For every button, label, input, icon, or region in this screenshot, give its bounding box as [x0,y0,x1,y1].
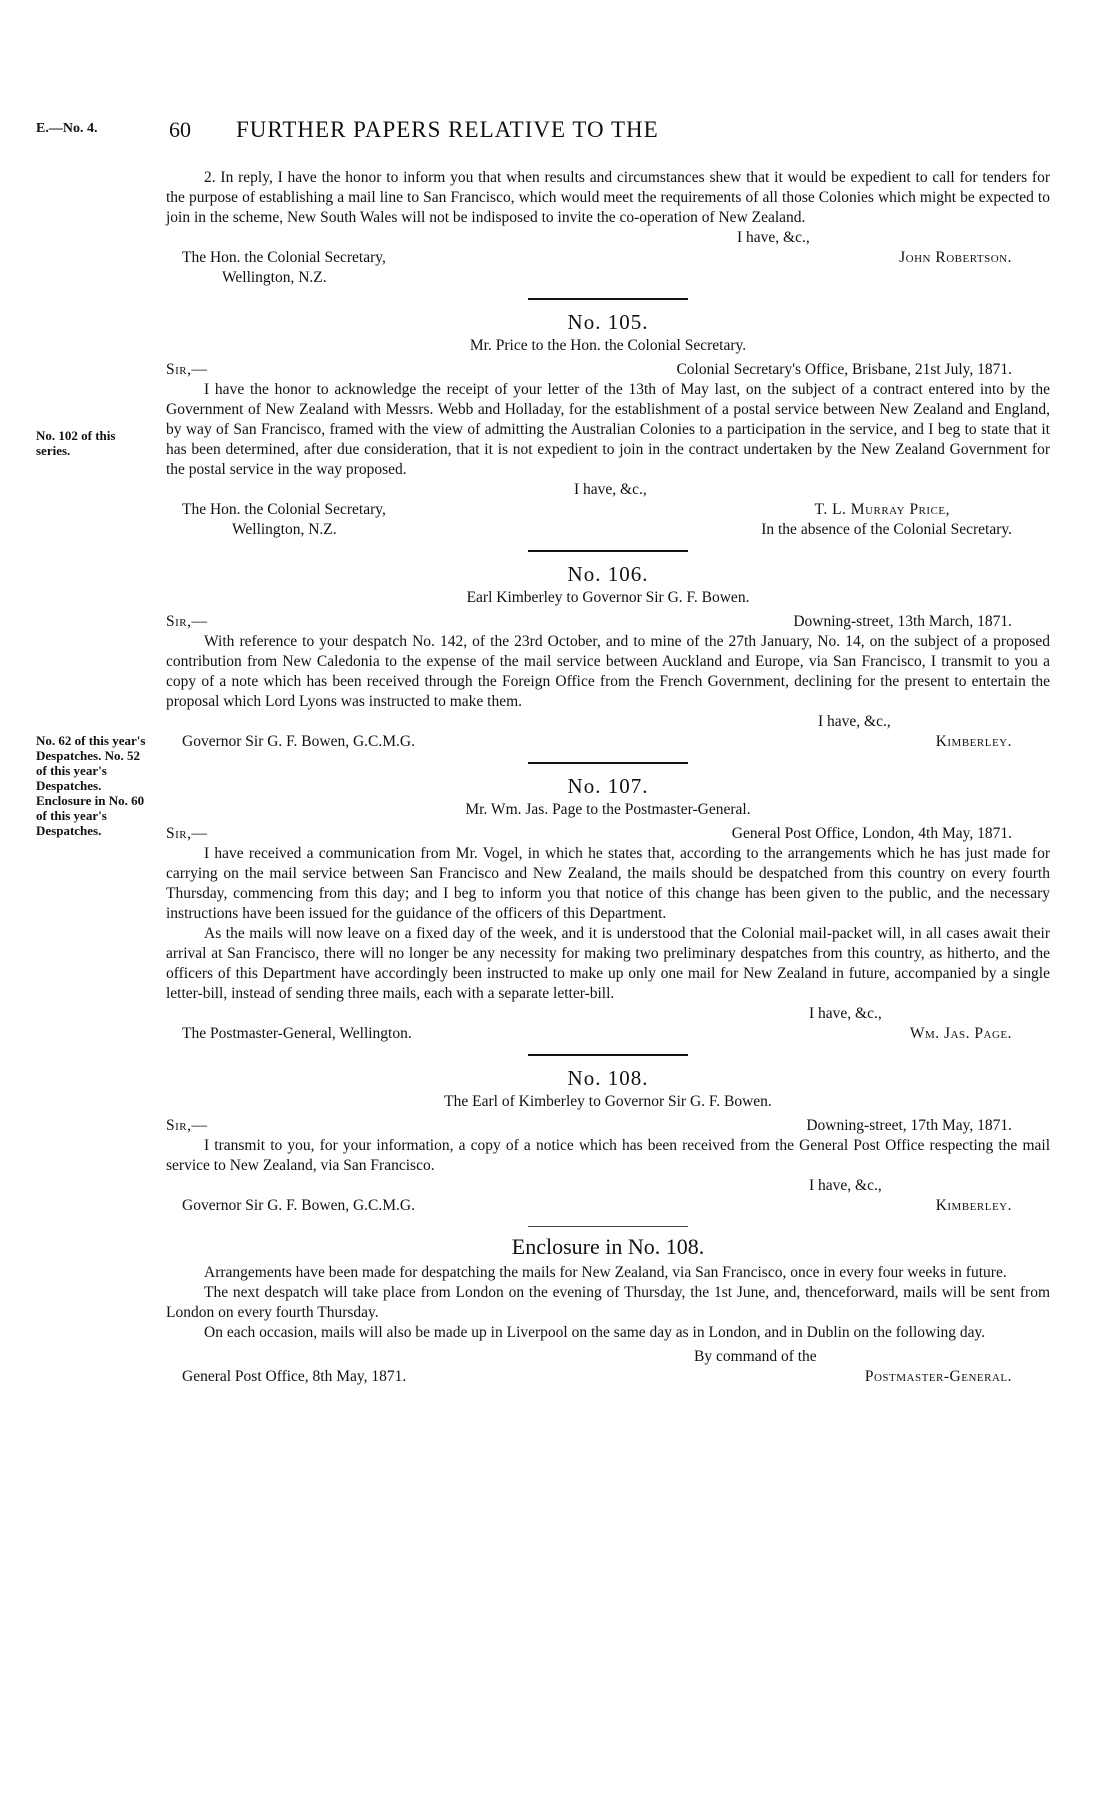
closing-formula: I have, &c., [809,1177,882,1194]
letter-108 [166,1068,1050,1216]
letter-from-to: Earl Kimberley to Governor Sir G. F. Bowen. [466,589,750,606]
by-command: By command of the [694,1348,817,1365]
letter-106 [166,564,1050,752]
salutation: Sir,— [166,1117,208,1134]
letter-number: No. 108. [567,1066,649,1090]
letter-from-to: Mr. Wm. Jas. Page to the Postmaster-General. [465,801,751,818]
letter-paragraph: I transmit to you, for your information, a copy of a notice which has been received from the General Post Office respecting the mail service to New Zealand, via San Francisco. [166,1137,1050,1174]
place-date: Downing-street, 13th March, 1871. [793,613,1012,630]
signature: Kimberley. [935,733,1012,750]
addressee: The Hon. the Colonial Secretary, [182,501,386,518]
page-title: FURTHER PAPERS RELATIVE TO THE [236,117,659,142]
section-divider [528,762,688,764]
closing-formula: I have, &c., [809,1005,882,1022]
addressee: The Hon. the Colonial Secretary, [182,249,386,266]
place-date: Downing-street, 17th May, 1871. [806,1117,1012,1134]
letter-paragraph: I have the honor to acknowledge the receipt of your letter of the 13th of May last, on the subject of a contract entered into by the Government of New Zealand with Messrs. Webb and Holladay, for the establishment of a postal service between New Zealand and England, by way of San Francisco, framed with the view of admitting the Australian Colonies to a participation in the service, and I beg to state that it has been determined, after due consideration, that it is not expedient to join in the contract undertaken by the New Zealand Government for the postal service in the way proposed. [166,381,1050,478]
section-divider [528,1226,688,1227]
enclosure-paragraph: On each occasion, mails will also be made up in Liverpool on the same day as in London, and in Dublin on the following day. [204,1324,986,1341]
letter-number: No. 106. [567,562,649,586]
letter-paragraph: I have received a communication from Mr. Vogel, in which he states that, according to the arrangements which he has just made for carrying on the mail service between San Francisco and New Zealand, the mails should be despatched from this country on every fourth Thursday, commencing from this day; and I beg to inform you that notice of this change has been given to the public, and the necessary instructions have been issued for the guidance of the officers of this Department. [166,845,1050,922]
series-number: E.—No. 4. [36,121,98,136]
letter-paragraph: With reference to your despatch No. 142, of the 23rd October, and to mine of the 27th January, No. 14, on the subject of a proposed contribution from New Caledonia to the expense of the mail service between Auckland and Europe, via San Francisco, I transmit to you a copy of a note which has been received through the Foreign Office from the French Government, declining for the present to entertain the proposal which Lord Lyons was instructed to make them. [166,633,1050,710]
letter-paragraph: As the mails will now leave on a fixed day of the week, and it is understood that the Colonial mail-packet will, in all cases await their arrival at San Francisco, there will no longer be any necessity for making two preliminary despatches from this country, as hitherto, and the officers of this Department have accordingly been instructed to make up only one mail for New Zealand in future, accompanied by a single letter-bill, instead of sending three mails, each with a separate letter-bill. [166,925,1050,1002]
signature: T. L. Murray Price, [814,501,950,518]
place-date: Colonial Secretary's Office, Brisbane, 21st July, 1871. [676,361,1012,378]
running-head [36,117,1036,145]
enclosure-place-date: General Post Office, 8th May, 1871. [182,1368,407,1385]
closing-formula: I have, &c., [818,713,891,730]
page-number: 60 [169,117,191,142]
section-divider [528,298,688,300]
enclosure-paragraph: Arrangements have been made for despatching the mails for New Zealand, via San Francisco, once in every four weeks in future. [204,1264,1007,1281]
signature: Postmaster-General. [864,1368,1012,1385]
main-column [166,168,1050,1387]
enclosure-paragraph: The next despatch will take place from London on the evening of Thursday, the 1st June, and, thenceforward, mails will be sent from London on every fourth Thursday. [166,1284,1050,1321]
section-divider [528,550,688,552]
letter-from-to: The Earl of Kimberley to Governor Sir G. F. Bowen. [444,1093,772,1110]
letter-from-to: Mr. Price to the Hon. the Colonial Secretary. [469,337,747,354]
letter-105 [166,312,1050,540]
addressee: The Postmaster-General, Wellington. [182,1025,412,1042]
closing-formula: I have, &c., [574,481,647,498]
signature-capacity: In the absence of the Colonial Secretary. [761,521,1012,538]
closing-formula: I have, &c., [737,229,810,246]
salutation: Sir,— [166,361,208,378]
addressee: Governor Sir G. F. Bowen, G.C.M.G. [182,733,415,750]
continuation-letter [166,168,1050,288]
enclosure-108 [166,1234,1050,1387]
addressee-location: Wellington, N.Z. [222,269,327,286]
letter-107 [166,776,1050,1044]
signature: Kimberley. [935,1197,1012,1214]
letter-paragraph: 2. In reply, I have the honor to inform you that when results and circumstances shew that it would be expedient to call for tenders for the purpose of establishing a mail line to San Francisco, which would meet the requirements of all those Colonies which might be expected to join in the scheme, New South Wales will not be indisposed to invite the co-operation of New Zealand. [166,169,1050,226]
section-divider [528,1054,688,1056]
salutation: Sir,— [166,613,208,630]
place-date: General Post Office, London, 4th May, 1871. [731,825,1012,842]
signature: Wm. Jas. Page. [909,1025,1012,1042]
letter-number: No. 105. [567,310,649,334]
addressee: Governor Sir G. F. Bowen, G.C.M.G. [182,1197,415,1214]
margin-note-106: No. 62 of this year's Despatches. No. 52 of this year's Despatches. Enclosure in No. 60 of this year's Despatches. [36,733,146,838]
letter-number: No. 107. [567,774,649,798]
signature: John Robertson. [899,249,1012,266]
salutation: Sir,— [166,825,208,842]
margin-note-105: No. 102 of this series. [36,428,116,458]
enclosure-heading: Enclosure in No. 108. [511,1234,705,1259]
addressee-location: Wellington, N.Z. [232,521,337,538]
